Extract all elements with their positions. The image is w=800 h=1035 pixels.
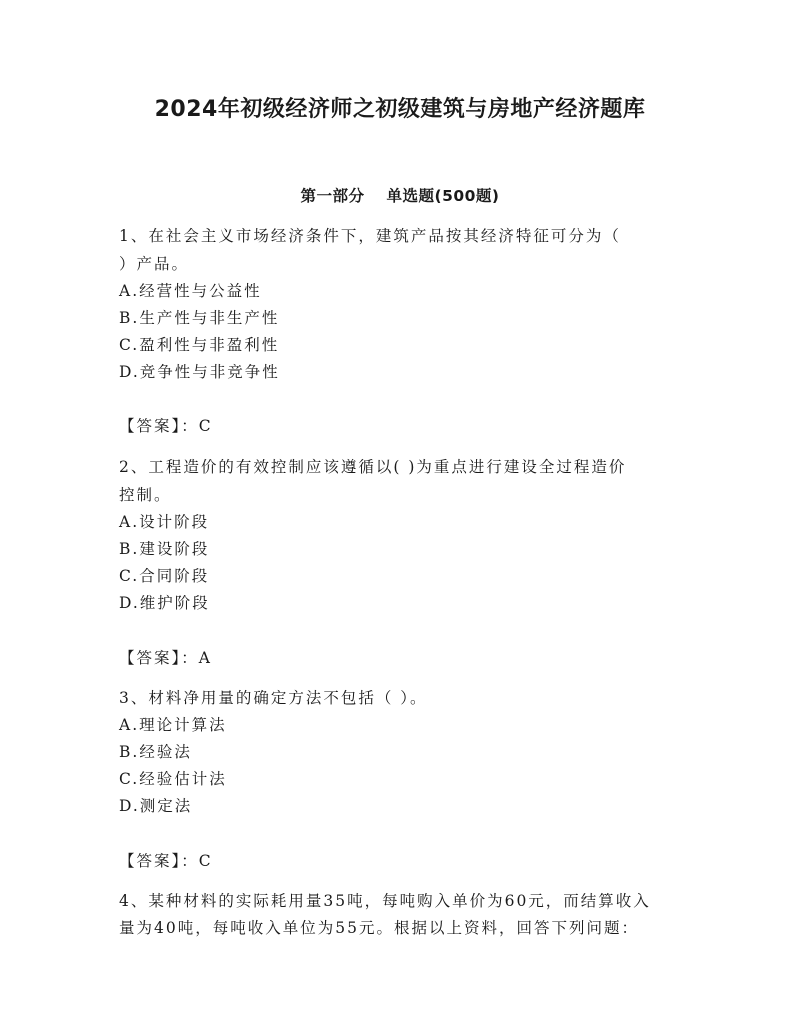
question-1-stem-line-2: ）产品。 [119, 255, 190, 273]
question-4-stem-line-2: 量为40吨，每吨收入单位为55元。根据以上资料，回答下列问题： [119, 919, 639, 937]
question-1-option-c: C.盈利性与非盈利性 [119, 336, 280, 354]
question-3-option-c: C.经验估计法 [119, 770, 227, 788]
section-name: 单选题(500题) [386, 187, 500, 205]
question-4-stem-line-1: 4、某种材料的实际耗用量35吨，每吨购入单价为60元，而结算收入 [119, 892, 651, 910]
document-title: 2024年初级经济师之初级建筑与房地产经济题库 [154, 97, 646, 122]
question-3-option-d: D.测定法 [119, 797, 193, 815]
question-1-option-a: A.经营性与公益性 [119, 282, 262, 300]
question-1-stem-line-1: 1、在社会主义市场经济条件下，建筑产品按其经济特征可分为（ [119, 227, 621, 245]
question-2-option-a: A.设计阶段 [119, 513, 210, 531]
question-1-option-b: B.生产性与非生产性 [119, 309, 280, 327]
question-2-option-d: D.维护阶段 [119, 594, 210, 612]
question-2-option-b: B.建设阶段 [119, 540, 210, 558]
question-2-option-c: C.合同阶段 [119, 567, 210, 585]
question-2-answer: 【答案】：A [119, 649, 212, 667]
question-1-answer: 【答案】：C [119, 417, 213, 435]
question-3-option-b: B.经验法 [119, 743, 192, 761]
section-title [0, 184, 800, 206]
question-3-option-a: A.理论计算法 [119, 716, 227, 734]
question-3-answer: 【答案】：C [119, 852, 213, 870]
question-1-option-d: D.竞争性与非竞争性 [119, 363, 280, 381]
question-3-stem-line-1: 3、材料净用量的确定方法不包括（ ）。 [119, 689, 428, 707]
section-part: 第一部分 [300, 187, 365, 205]
question-2-stem-line-2: 控制。 [119, 486, 172, 504]
question-2-stem-line-1: 2、工程造价的有效控制应该遵循以( )为重点进行建设全过程造价 [119, 458, 627, 476]
